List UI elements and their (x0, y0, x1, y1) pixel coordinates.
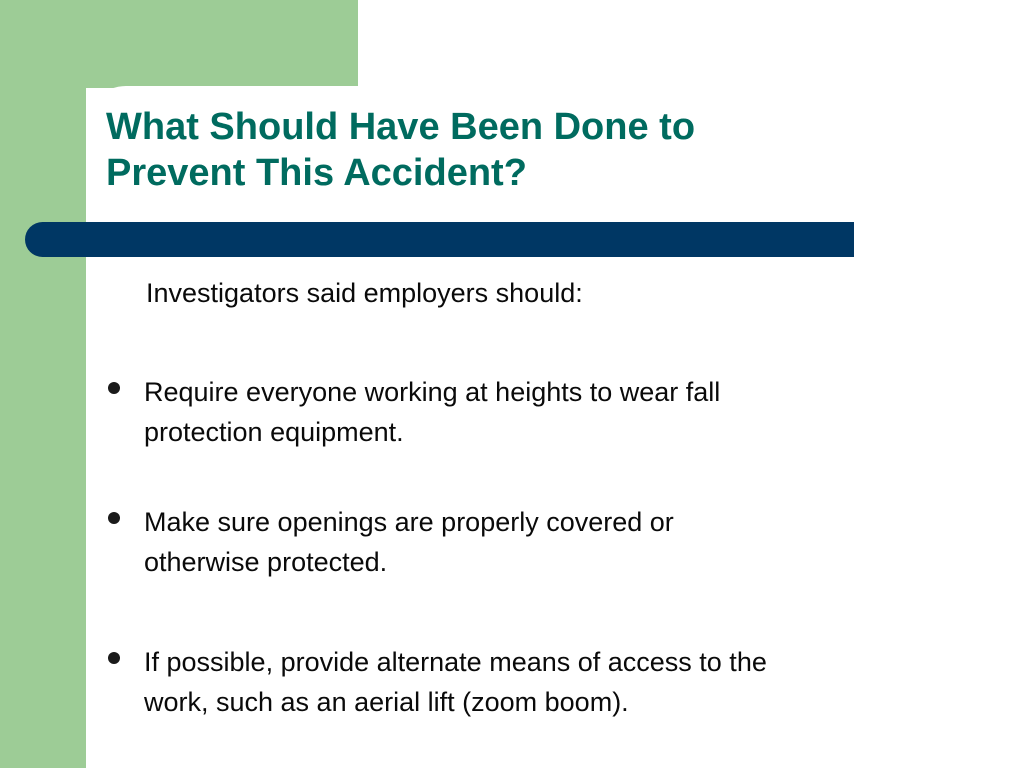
green-top-band (0, 0, 358, 88)
bullet-text-line: Make sure openings are properly covered or (144, 507, 674, 537)
intro-text: Investigators said employers should: (146, 278, 583, 308)
bullet-text (144, 372, 964, 452)
slide-title-line-1: What Should Have Been Done to (106, 106, 696, 148)
bullet-text-line: Require everyone working at heights to wear fall (144, 377, 721, 407)
bullet-dot-icon (108, 512, 120, 524)
bullet-text-line: protection equipment. (144, 417, 404, 447)
slide-title (106, 104, 926, 196)
green-side-band (0, 0, 86, 768)
bullet-dot-icon (108, 382, 120, 394)
bullet-text (144, 642, 964, 722)
bullet-dot-icon (108, 652, 120, 664)
slide-title-line-2: Prevent This Accident? (106, 152, 527, 194)
title-divider-bar (25, 222, 854, 257)
bullet-text-line: otherwise protected. (144, 547, 388, 577)
bullet-text (144, 502, 964, 582)
bullet-text-line: If possible, provide alternate means of access to the (144, 647, 767, 677)
bullet-text-line: work, such as an aerial lift (zoom boom). (144, 687, 629, 717)
